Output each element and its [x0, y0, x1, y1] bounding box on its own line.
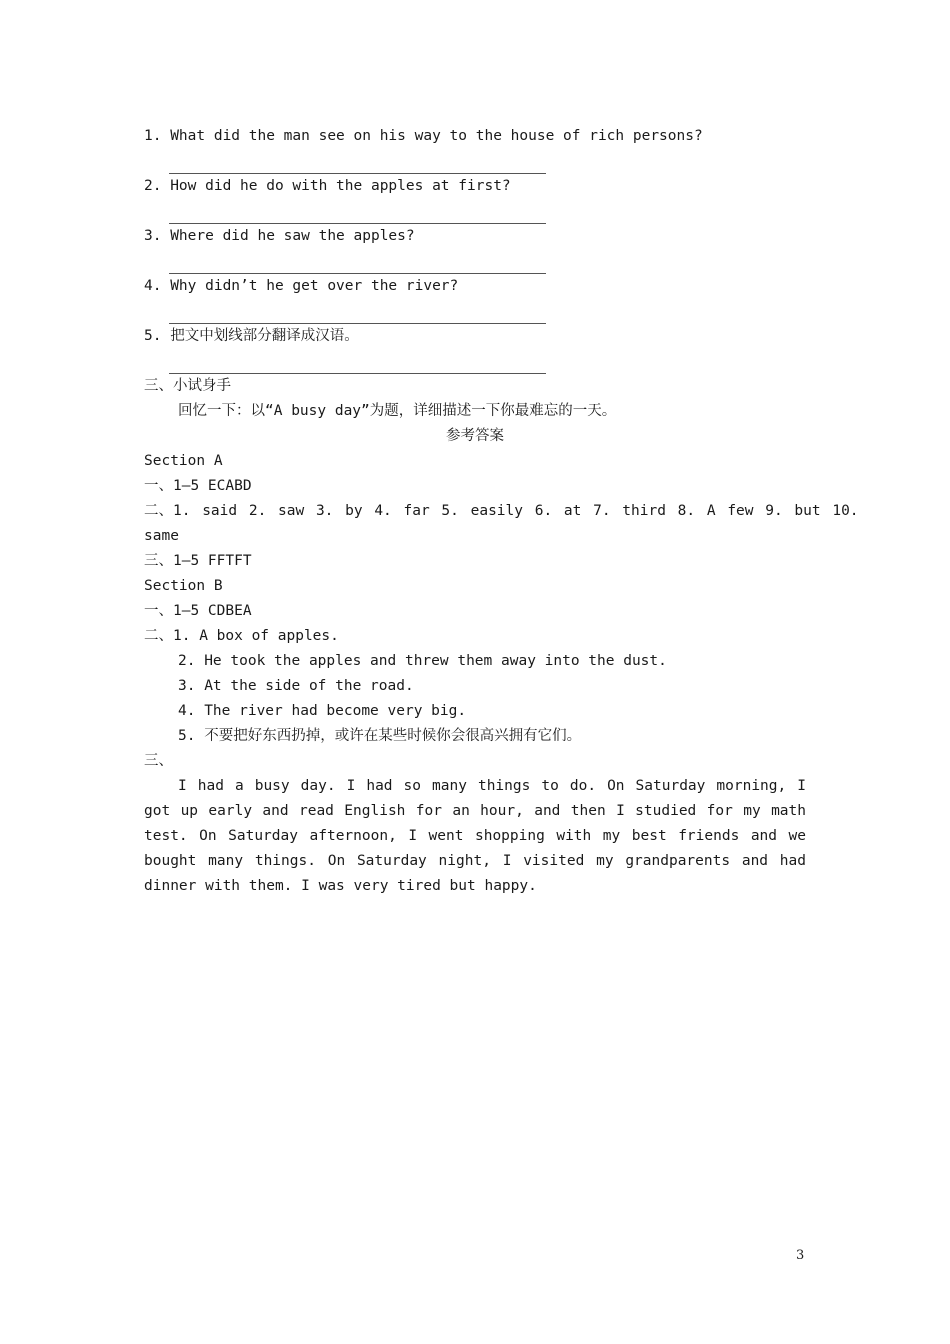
sample-essay: I had a busy day. I had so many things to do. On Saturday morning, I got up early and read English for an hour, and then I studied for my math test. On Saturday afternoon, I went shopping with my best friends and we bought many things. On Saturday night, I visited my grandparents and had dinner with them. I was very tired but happy. — [144, 778, 806, 894]
question-3: 3. Where did he saw the apples? — [144, 228, 415, 244]
section-3-prompt: 回忆一下：以“A busy day”为题，详细描述一下你最难忘的一天。 — [178, 403, 617, 419]
section-a-part1: 一、1—5 ECABD — [144, 478, 252, 494]
answer-line-1[interactable] — [169, 149, 546, 174]
section-b-part2-item: 3. At the side of the road. — [178, 678, 414, 694]
section-b-part2-first: 二、1. A box of apples. — [144, 628, 339, 644]
document-page — [144, 124, 859, 899]
section-a-part3: 三、1—5 FFTFT — [144, 553, 252, 569]
answer-line-5[interactable] — [169, 349, 546, 374]
answer-line-3[interactable] — [169, 249, 546, 274]
section-b-part3-label: 三、 — [144, 753, 173, 769]
section-3-heading: 三、小试身手 — [144, 378, 231, 394]
page-number: 3 — [796, 1248, 805, 1263]
section-b-label: Section B — [144, 578, 223, 594]
section-b-part1: 一、1—5 CDBEA — [144, 603, 252, 619]
section-a-part2-line2: same — [144, 528, 179, 544]
answers-title: 参考答案 — [446, 428, 504, 444]
answer-line-2[interactable] — [169, 199, 546, 224]
question-2: 2. How did he do with the apples at first? — [144, 178, 511, 194]
question-4: 4. Why didn’t he get over the river? — [144, 278, 459, 294]
question-5: 5. 把文中划线部分翻译成汉语。 — [144, 328, 359, 344]
section-b-part2-item: 2. He took the apples and threw them away into the dust. — [178, 653, 667, 669]
question-1: 1. What did the man see on his way to the house of rich persons? — [144, 128, 703, 144]
section-a-label: Section A — [144, 453, 223, 469]
answer-line-4[interactable] — [169, 299, 546, 324]
section-b-part2-item: 5. 不要把好东西扔掉，或许在某些时候你会很高兴拥有它们。 — [178, 728, 582, 744]
section-a-part2-line1: 二、1. said 2. saw 3. by 4. far 5. easily 6. at 7. third 8. A few 9. but 10. — [144, 503, 859, 519]
section-b-part2-item: 4. The river had become very big. — [178, 703, 467, 719]
